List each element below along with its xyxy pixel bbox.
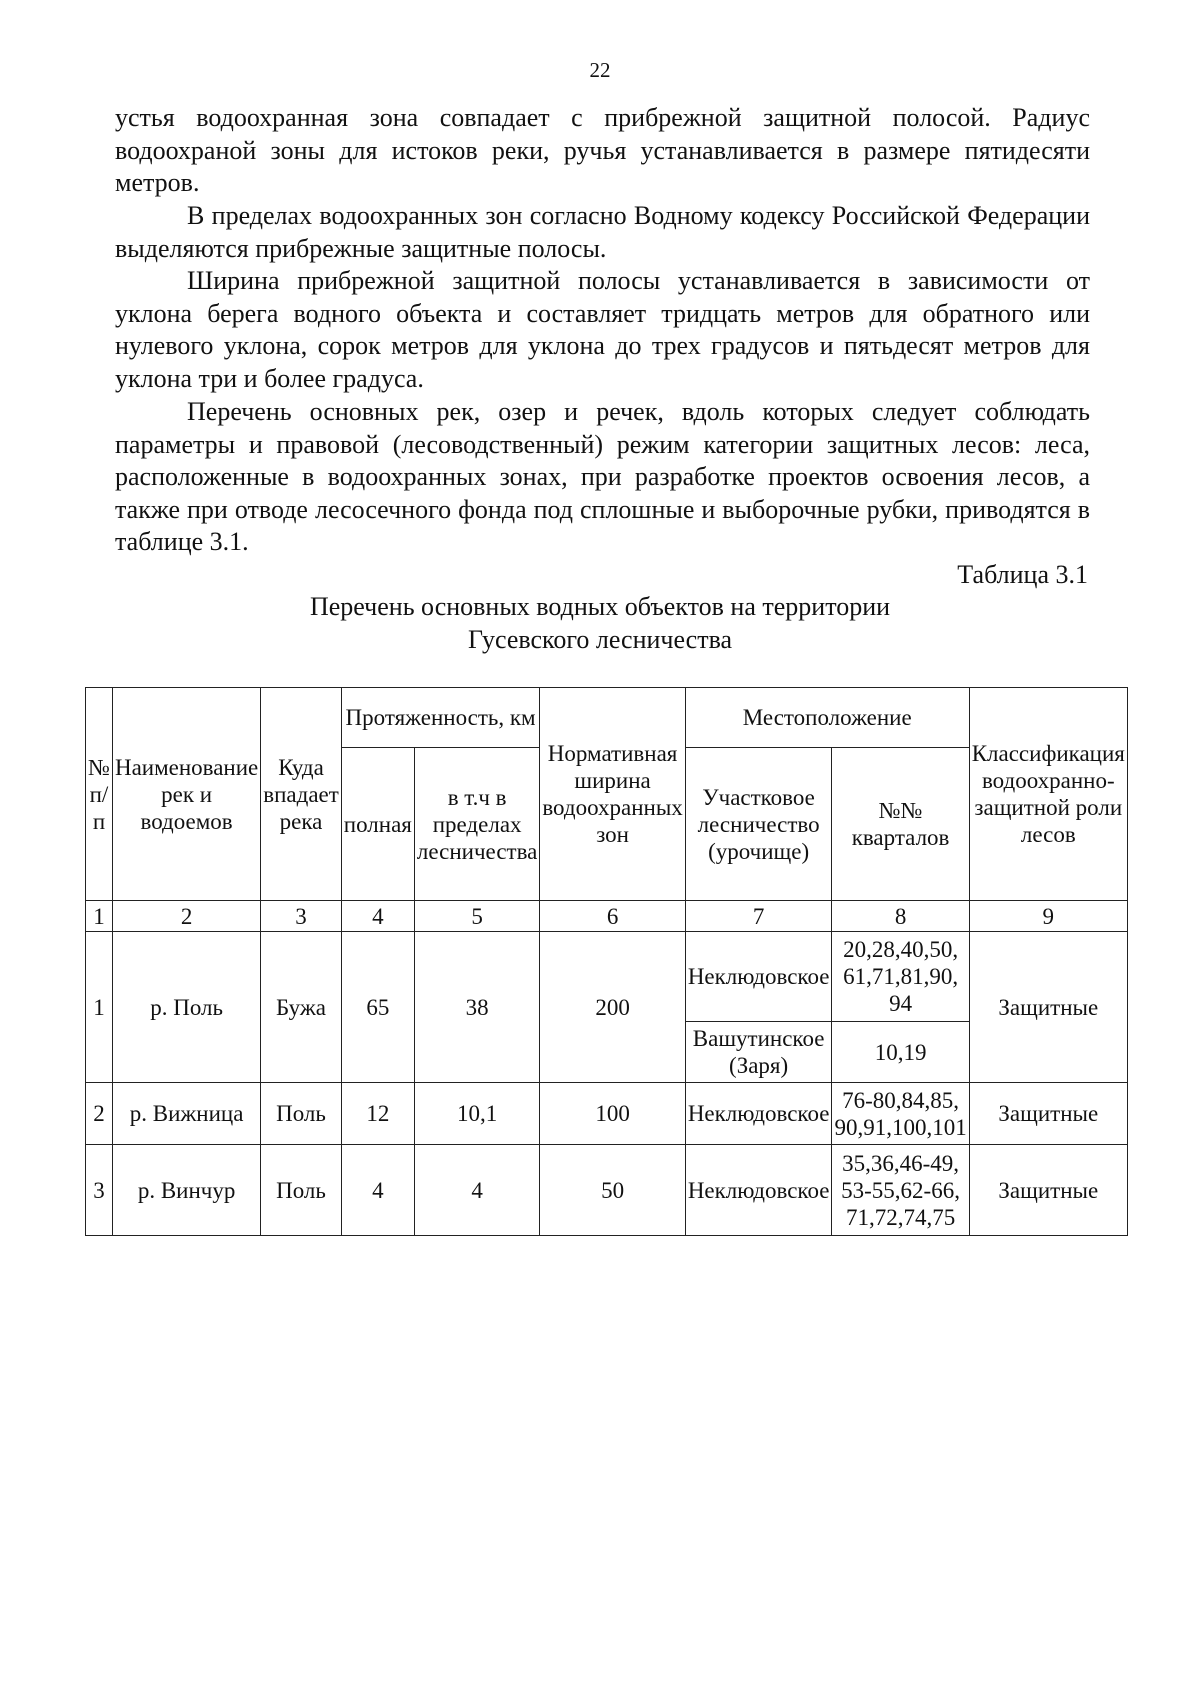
table-title-line-1: Перечень основных водных объектов на территории [309,592,891,621]
cell-no: 3 [86,1145,113,1236]
column-number: 7 [685,901,832,932]
column-number: 6 [540,901,685,932]
cell-length-full: 12 [341,1083,414,1145]
table-row [86,1083,1128,1145]
cell-norm-width: 100 [540,1083,685,1145]
cell-length-within: 4 [414,1145,539,1236]
cell-flows-into: Поль [261,1145,342,1236]
column-number: 8 [832,901,969,932]
header-length-full: полная [341,748,414,901]
cell-length-full: 4 [341,1145,414,1236]
header-flows-into: Куда впадает река [261,688,342,901]
header-location: Местоположение [685,688,969,748]
cell-length-within: 10,1 [414,1083,539,1145]
column-number: 4 [341,901,414,932]
cell-classification: Защитные [969,1083,1127,1145]
paragraph-3: Ширина прибрежной защитной полосы устанавливается в зависимости от уклона берега водного объекта и составляет тридцать метров для обратного или нулевого уклона, сорок метров для уклона до трех градусов и пятьдесят метров для уклона три и более градуса. [115,266,1090,393]
cell-norm-width: 50 [540,1145,685,1236]
paragraph-1: устья водоохранная зона совпадает с прибрежной защитной полосой. Радиус водоохраной зоны для истоков реки, ручья устанавливается в размере пятидесяти метров. [115,103,1090,197]
table-label: Таблица 3.1 [957,560,1088,589]
column-number: 1 [86,901,113,932]
column-number: 2 [112,901,260,932]
paragraph-4: Перечень основных рек, озер и речек, вдоль которых следует соблюдать параметры и правовой (лесоводственный) режим категории защитных лесов: леса, расположенные в водоохранных зонах, при разработке проектов освоения лесов, а также при отводе лесосечного фонда под сплошные и выборочные рубки, приводятся в таблице 3.1. [115,397,1090,556]
cell-name: р. Вижница [112,1083,260,1145]
cell-length-full: 65 [341,932,414,1083]
water-objects-table [85,687,1128,1236]
column-number: 9 [969,901,1127,932]
cell-district: Неклюдовское [685,1083,832,1145]
column-number: 5 [414,901,539,932]
table-row [86,932,1128,1022]
header-classification: Классификация водоохранно-защитной роли лесов [969,688,1127,901]
page-number: 22 [589,58,611,82]
column-number-row [86,901,1128,932]
cell-flows-into: Поль [261,1083,342,1145]
cell-quarters: 20,28,40,50, 61,71,81,90, 94 [832,932,969,1022]
cell-quarters: 10,19 [832,1022,969,1083]
cell-classification: Защитные [969,1145,1127,1236]
paragraph-2: В пределах водоохранных зон согласно Водному кодексу Российской Федерации выделяются прибрежные защитные полосы. [115,201,1090,263]
cell-name: р. Поль [112,932,260,1083]
header-quarters: №№ кварталов [832,748,969,901]
cell-no: 1 [86,932,113,1083]
header-no: № п/п [86,688,113,901]
cell-quarters: 76-80,84,85, 90,91,100,101 [832,1083,969,1145]
header-length-within: в т.ч в пределах лесничества [414,748,539,901]
cell-district: Вашутинское (Заря) [685,1022,832,1083]
cell-no: 2 [86,1083,113,1145]
column-number: 3 [261,901,342,932]
cell-classification: Защитные [969,932,1127,1083]
table-row [86,1145,1128,1236]
cell-quarters: 35,36,46-49, 53-55,62-66, 71,72,74,75 [832,1145,969,1236]
cell-flows-into: Бужа [261,932,342,1083]
cell-district: Неклюдовское [685,1145,832,1236]
header-name: Наименование рек и водоемов [112,688,260,901]
cell-district: Неклюдовское [685,932,832,1022]
cell-norm-width: 200 [540,932,685,1083]
table-title [0,590,1200,656]
cell-length-within: 38 [414,932,539,1083]
header-length: Протяженность, км [341,688,540,748]
cell-name: р. Винчур [112,1145,260,1236]
header-norm-width: Нормативная ширина водоохранных зон [540,688,685,901]
header-district: Участковое лесничество (урочище) [685,748,832,901]
table-title-line-2: Гусевского лесничества [467,625,733,654]
